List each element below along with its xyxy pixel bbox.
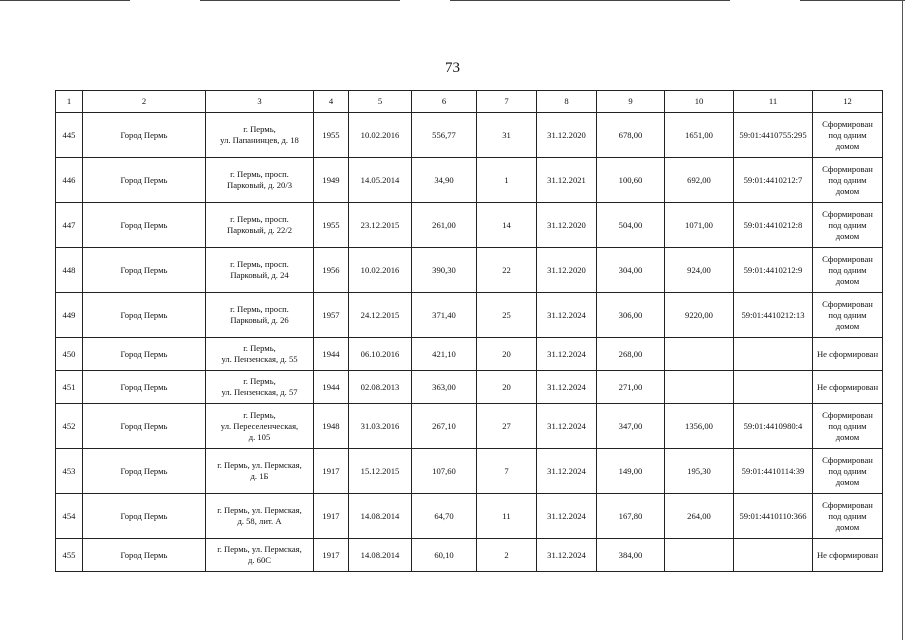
status-cell — [813, 338, 883, 371]
cadastral-number-cell — [734, 371, 813, 404]
year-built-cell: 1957 — [314, 293, 349, 338]
address-line: г. Пермь, — [243, 124, 276, 134]
address-line: ул. Пензенская, д. 55 — [221, 354, 298, 364]
table-row — [56, 338, 883, 371]
status-line: Сформирован — [822, 499, 873, 510]
area-cell: 107,60 — [412, 449, 477, 494]
address-line: Парковый, д. 22/2 — [226, 225, 293, 235]
status-line: домом — [835, 476, 860, 487]
status-line: домом — [835, 185, 860, 196]
deadline-cell: 31.12.2021 — [537, 158, 597, 203]
address-line: г. Пермь, — [243, 343, 276, 353]
area2-cell: 271,00 — [597, 371, 665, 404]
area-cell: 421,10 — [412, 338, 477, 371]
date-cell: 23.12.2015 — [349, 203, 412, 248]
address-line: Парковый, д. 26 — [230, 315, 289, 325]
address-cell — [206, 338, 314, 371]
residents-cell: 7 — [477, 449, 537, 494]
address-cell — [206, 494, 314, 539]
register-table — [55, 90, 883, 572]
address-cell — [206, 539, 314, 572]
row-number-cell: 455 — [56, 539, 83, 572]
table-row — [56, 293, 883, 338]
address-line: г. Пермь, просп. — [230, 214, 289, 224]
address-line: д. 60С — [248, 555, 271, 565]
status-cell — [813, 158, 883, 203]
cadastral-number-cell: 59:01:4410212:13 — [734, 293, 813, 338]
cadastral-number-cell: 59:01:4410114:39 — [734, 449, 813, 494]
row-number-cell: 453 — [56, 449, 83, 494]
year-built-cell: 1956 — [314, 248, 349, 293]
residents-cell: 1 — [477, 158, 537, 203]
area2-cell: 100,60 — [597, 158, 665, 203]
address-cell — [206, 293, 314, 338]
row-number-cell: 448 — [56, 248, 83, 293]
land-area-cell — [665, 338, 734, 371]
address-cell — [206, 203, 314, 248]
address-line: г. Пермь, ул. Пермская, — [217, 544, 302, 554]
cadastral-number-cell: 59:01:4410212:9 — [734, 248, 813, 293]
land-area-cell: 9220,00 — [665, 293, 734, 338]
address-line: ул. Переселенческая, — [220, 420, 299, 431]
deadline-cell: 31.12.2024 — [537, 404, 597, 449]
status-line: домом — [835, 275, 860, 286]
table-row — [56, 158, 883, 203]
column-header: 9 — [597, 91, 665, 113]
table-row — [56, 449, 883, 494]
column-header: 11 — [734, 91, 813, 113]
status-line: домом — [835, 140, 860, 151]
table-row — [56, 494, 883, 539]
cadastral-number-cell: 59:01:4410212:7 — [734, 158, 813, 203]
area2-cell: 384,00 — [597, 539, 665, 572]
area-cell: 363,00 — [412, 371, 477, 404]
status-cell — [813, 494, 883, 539]
address-line: г. Пермь, просп. — [230, 304, 289, 314]
municipality-cell: Город Пермь — [83, 539, 206, 572]
status-line: Сформирован — [822, 298, 873, 309]
area2-cell: 306,00 — [597, 293, 665, 338]
status-line: под одним — [828, 309, 867, 320]
address-line: ул. Пензенская, д. 57 — [221, 387, 298, 397]
area-cell: 390,30 — [412, 248, 477, 293]
table-row — [56, 404, 883, 449]
date-cell: 14.08.2014 — [349, 539, 412, 572]
row-number-cell: 447 — [56, 203, 83, 248]
address-cell — [206, 404, 314, 449]
address-line: г. Пермь, ул. Пермская, — [217, 505, 302, 515]
area-cell: 371,40 — [412, 293, 477, 338]
municipality-cell: Город Пермь — [83, 203, 206, 248]
municipality-cell: Город Пермь — [83, 404, 206, 449]
status-cell — [813, 293, 883, 338]
cadastral-number-cell — [734, 338, 813, 371]
deadline-cell: 31.12.2024 — [537, 449, 597, 494]
area2-cell: 149,00 — [597, 449, 665, 494]
column-header: 4 — [314, 91, 349, 113]
deadline-cell: 31.12.2024 — [537, 494, 597, 539]
status-line: под одним — [828, 420, 867, 431]
status-line: Не сформирован — [816, 549, 879, 560]
column-header: 8 — [537, 91, 597, 113]
year-built-cell: 1948 — [314, 404, 349, 449]
land-area-cell: 1356,00 — [665, 404, 734, 449]
status-cell — [813, 404, 883, 449]
cadastral-number-cell: 59:01:4410110:366 — [734, 494, 813, 539]
address-line: Парковый, д. 20/3 — [226, 180, 293, 190]
residents-cell: 2 — [477, 539, 537, 572]
row-number-cell: 450 — [56, 338, 83, 371]
date-cell: 15.12.2015 — [349, 449, 412, 494]
status-line: под одним — [828, 465, 867, 476]
address-line: ул. Папанинцев, д. 18 — [220, 135, 299, 145]
address-line: г. Пермь, просп. — [230, 259, 289, 269]
date-cell: 31.03.2016 — [349, 404, 412, 449]
status-line: под одним — [828, 510, 867, 521]
municipality-cell: Город Пермь — [83, 158, 206, 203]
status-line: Сформирован — [822, 163, 873, 174]
residents-cell: 27 — [477, 404, 537, 449]
date-cell: 24.12.2015 — [349, 293, 412, 338]
column-header: 7 — [477, 91, 537, 113]
area2-cell: 268,00 — [597, 338, 665, 371]
land-area-cell — [665, 539, 734, 572]
address-line: г. Пермь, — [243, 376, 276, 386]
land-area-cell: 924,00 — [665, 248, 734, 293]
status-cell — [813, 539, 883, 572]
area2-cell: 678,00 — [597, 113, 665, 158]
address-line: д. 58, лит. А — [237, 516, 282, 526]
residents-cell: 25 — [477, 293, 537, 338]
status-line: Сформирован — [822, 409, 873, 420]
residents-cell: 31 — [477, 113, 537, 158]
date-cell: 14.08.2014 — [349, 494, 412, 539]
residents-cell: 11 — [477, 494, 537, 539]
area2-cell: 167,80 — [597, 494, 665, 539]
land-area-cell: 1071,00 — [665, 203, 734, 248]
year-built-cell: 1944 — [314, 371, 349, 404]
deadline-cell: 31.12.2024 — [537, 539, 597, 572]
status-line: под одним — [828, 174, 867, 185]
date-cell: 02.08.2013 — [349, 371, 412, 404]
area-cell: 34,90 — [412, 158, 477, 203]
column-header: 6 — [412, 91, 477, 113]
status-cell — [813, 113, 883, 158]
year-built-cell: 1949 — [314, 158, 349, 203]
cadastral-number-cell: 59:01:4410212:8 — [734, 203, 813, 248]
address-line: Парковый, д. 24 — [230, 270, 289, 280]
column-header: 2 — [83, 91, 206, 113]
row-number-cell: 446 — [56, 158, 83, 203]
table-row — [56, 113, 883, 158]
status-line: домом — [835, 230, 860, 241]
date-cell: 14.05.2014 — [349, 158, 412, 203]
status-line: домом — [835, 320, 860, 331]
land-area-cell: 195,30 — [665, 449, 734, 494]
cadastral-number-cell: 59:01:4410755:295 — [734, 113, 813, 158]
status-cell — [813, 248, 883, 293]
status-line: Сформирован — [822, 208, 873, 219]
status-line: Сформирован — [822, 253, 873, 264]
date-cell: 06.10.2016 — [349, 338, 412, 371]
residents-cell: 20 — [477, 371, 537, 404]
residents-cell: 20 — [477, 338, 537, 371]
address-line: г. Пермь, ул. Пермская, — [217, 460, 302, 470]
deadline-cell: 31.12.2024 — [537, 338, 597, 371]
deadline-cell: 31.12.2024 — [537, 293, 597, 338]
table-body — [56, 113, 883, 572]
municipality-cell: Город Пермь — [83, 494, 206, 539]
column-header: 12 — [813, 91, 883, 113]
year-built-cell: 1917 — [314, 494, 349, 539]
table-row — [56, 248, 883, 293]
municipality-cell: Город Пермь — [83, 248, 206, 293]
cadastral-number-cell — [734, 539, 813, 572]
row-number-cell: 445 — [56, 113, 83, 158]
column-header: 3 — [206, 91, 314, 113]
year-built-cell: 1917 — [314, 449, 349, 494]
status-line: Сформирован — [822, 454, 873, 465]
cadastral-number-cell: 59:01:4410980:4 — [734, 404, 813, 449]
scan-top-edge — [0, 0, 905, 2]
residents-cell: 22 — [477, 248, 537, 293]
deadline-cell: 31.12.2020 — [537, 248, 597, 293]
address-line: г. Пермь, просп. — [230, 169, 289, 179]
status-line: домом — [835, 431, 860, 442]
status-line: Не сформирован — [816, 348, 879, 359]
year-built-cell: 1944 — [314, 338, 349, 371]
status-line: под одним — [828, 219, 867, 230]
land-area-cell: 264,00 — [665, 494, 734, 539]
area-cell: 60,10 — [412, 539, 477, 572]
year-built-cell: 1955 — [314, 203, 349, 248]
land-area-cell: 1651,00 — [665, 113, 734, 158]
municipality-cell: Город Пермь — [83, 338, 206, 371]
year-built-cell: 1917 — [314, 539, 349, 572]
municipality-cell: Город Пермь — [83, 113, 206, 158]
land-area-cell: 692,00 — [665, 158, 734, 203]
status-line: домом — [835, 521, 860, 532]
row-number-cell: 449 — [56, 293, 83, 338]
column-header: 10 — [665, 91, 734, 113]
area2-cell: 504,00 — [597, 203, 665, 248]
area-cell: 261,00 — [412, 203, 477, 248]
area-cell: 64,70 — [412, 494, 477, 539]
row-number-cell: 454 — [56, 494, 83, 539]
status-line: под одним — [828, 129, 867, 140]
area-cell: 556,77 — [412, 113, 477, 158]
deadline-cell: 31.12.2020 — [537, 113, 597, 158]
address-line: г. Пермь, — [243, 409, 276, 420]
land-area-cell — [665, 371, 734, 404]
row-number-cell: 452 — [56, 404, 83, 449]
municipality-cell: Город Пермь — [83, 371, 206, 404]
address-cell — [206, 158, 314, 203]
status-line: Сформирован — [822, 118, 873, 129]
address-cell — [206, 113, 314, 158]
deadline-cell: 31.12.2020 — [537, 203, 597, 248]
date-cell: 10.02.2016 — [349, 248, 412, 293]
area-cell: 267,10 — [412, 404, 477, 449]
row-number-cell: 451 — [56, 371, 83, 404]
deadline-cell: 31.12.2024 — [537, 371, 597, 404]
status-cell — [813, 203, 883, 248]
scan-right-edge — [902, 0, 903, 640]
address-line: д. 1Б — [250, 471, 269, 481]
status-cell — [813, 449, 883, 494]
date-cell: 10.02.2016 — [349, 113, 412, 158]
address-cell — [206, 371, 314, 404]
status-line: под одним — [828, 264, 867, 275]
municipality-cell: Город Пермь — [83, 293, 206, 338]
year-built-cell: 1955 — [314, 113, 349, 158]
table-row — [56, 371, 883, 404]
table-row — [56, 539, 883, 572]
residents-cell: 14 — [477, 203, 537, 248]
municipality-cell: Город Пермь — [83, 449, 206, 494]
area2-cell: 347,00 — [597, 404, 665, 449]
column-header: 5 — [349, 91, 412, 113]
column-header: 1 — [56, 91, 83, 113]
status-line: Не сформирован — [816, 381, 879, 392]
address-line: д. 105 — [248, 431, 271, 442]
table-row — [56, 203, 883, 248]
column-number-row — [56, 91, 883, 113]
area2-cell: 304,00 — [597, 248, 665, 293]
page-number: 73 — [445, 60, 460, 76]
address-cell — [206, 248, 314, 293]
address-cell — [206, 449, 314, 494]
status-cell — [813, 371, 883, 404]
